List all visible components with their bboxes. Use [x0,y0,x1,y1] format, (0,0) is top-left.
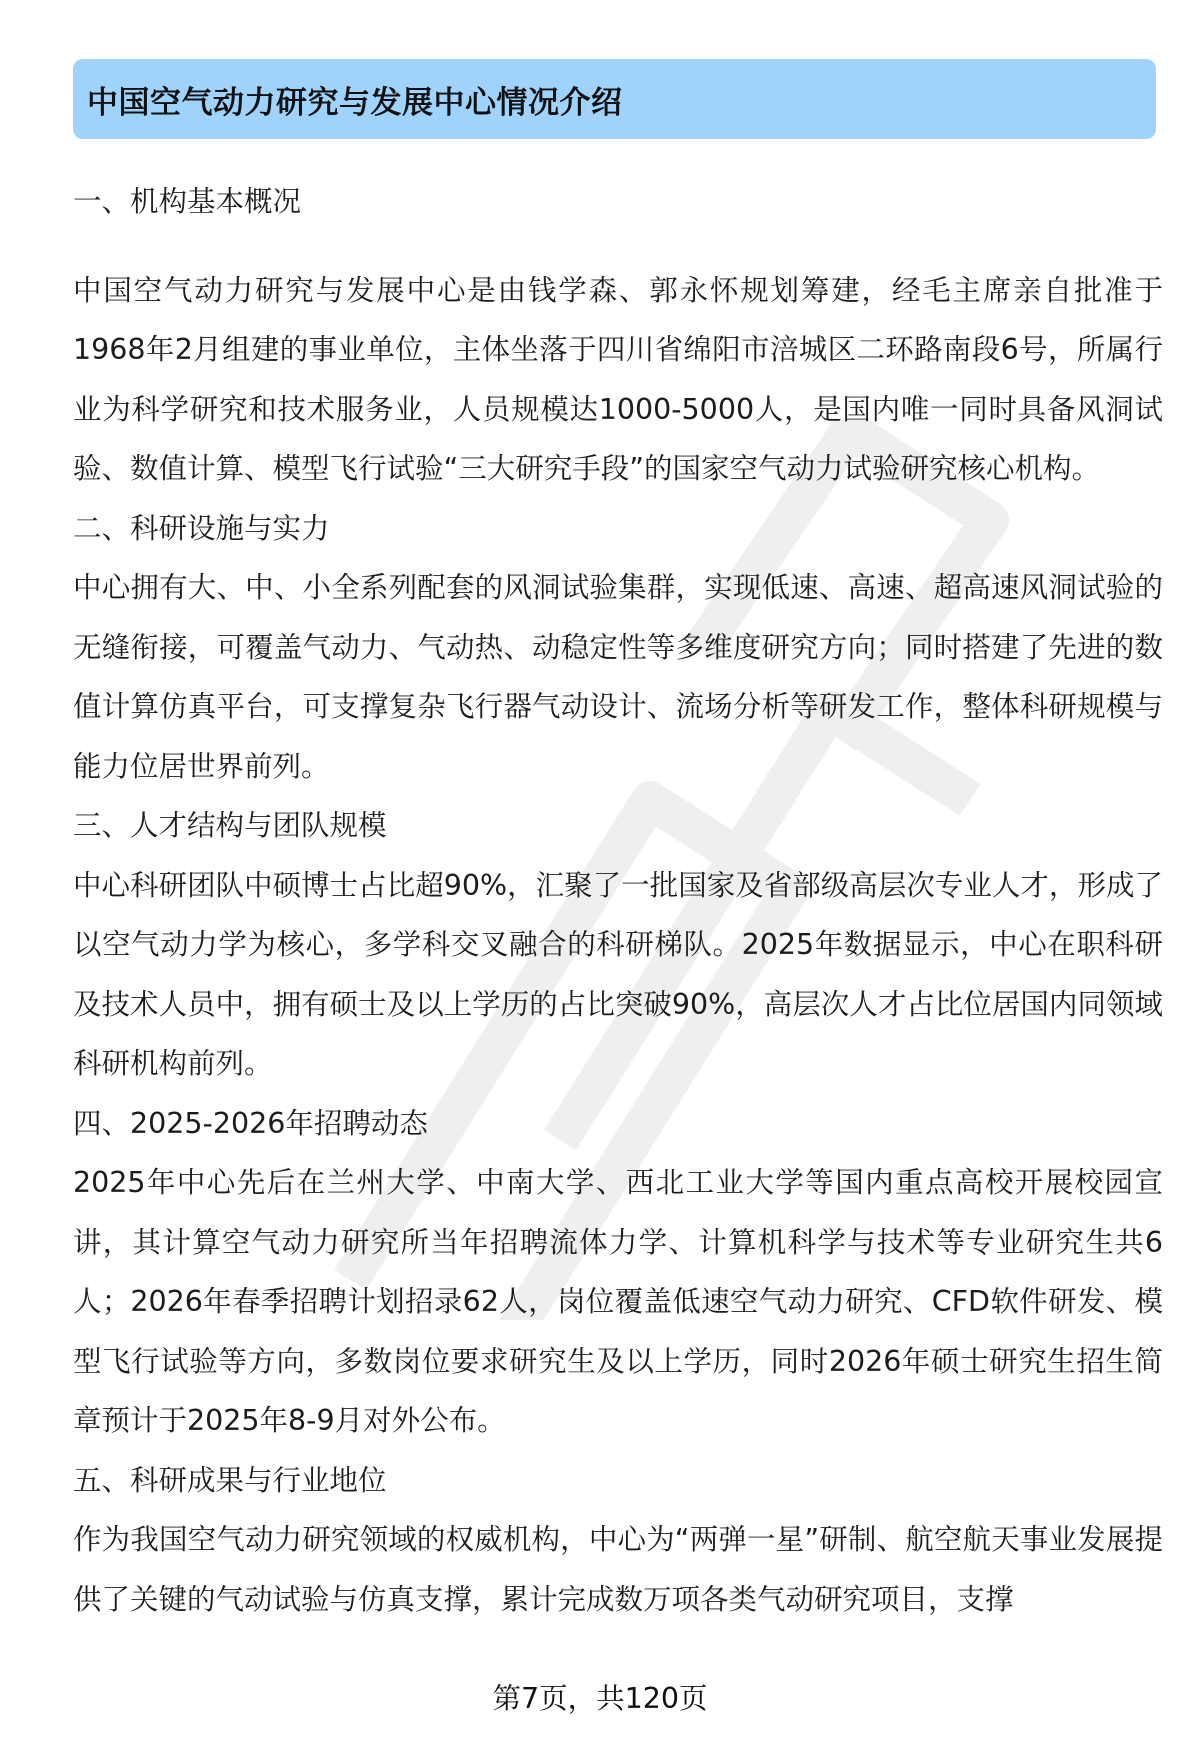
section-body-4: 2025年中心先后在兰州大学、中南大学、西北工业大学等国内重点高校开展校园宣讲，其计算空气动力研究所当年招聘流体力学、计算机科学与技术等专业研究生共6人；2026年春季招聘计划招录62人，岗位覆盖低速空气动力研究、CFD软件研发、模型飞行试验等方向，多数岗位要求研究生及以上学历，同时2026年硕士研究生招生简章预计于2025年8-9月对外公布。 [73,1166,1163,1437]
section-heading-5: 五、科研成果与行业地位 [73,1463,387,1497]
section-heading-3: 三、人才结构与团队规模 [73,809,387,842]
document-body [73,172,1163,1629]
section-body-1: 中国空气动力研究与发展中心是由钱学森、郭永怀规划筹建，经毛主席亲自批准于1968年2月组建的事业单位，主体坐落于四川省绵阳市涪城区二环路南段6号，所属行业为科学研究和技术服务业，人员规模达1000-5000人，是国内唯一同时具备风洞试验、数值计算、模型飞行试验“三大研究手段”的国家空气动力试验研究核心机构。 [73,273,1163,485]
section-heading-4: 四、2025-2026年招聘动态 [73,1106,428,1140]
section-heading-1: 一、机构基本概况 [73,185,302,218]
section-body-5: 作为我国空气动力研究领域的权威机构，中心为“两弹一星”研制、航空航天事业发展提供了关键的气动试验与仿真支撑，累计完成数万项各类气动研究项目，支撑 [73,1523,1163,1616]
page-number-footer: 第7页，共120页 [0,1681,1200,1717]
section-heading-2: 二、科研设施与实力 [73,511,330,545]
section-body-3: 中心科研团队中硕博士占比超90%，汇聚了一批国家及省部级高层次专业人才，形成了以空气动力学为核心，多学科交叉融合的科研梯队。2025年数据显示，中心在职科研及技术人员中，拥有硕士及以上学历的占比突破90%，高层次人才占比位居国内同领域科研机构前列。 [73,868,1163,1080]
title-banner [73,59,1156,139]
section-body-2: 中心拥有大、中、小全系列配套的风洞试验集群，实现低速、高速、超高速风洞试验的无缝衔接，可覆盖气动力、气动热、动稳定性等多维度研究方向；同时搭建了先进的数值计算仿真平台，可支撑复杂飞行器气动设计、流场分析等研发工作，整体科研规模与能力位居世界前列。 [73,571,1163,783]
document-title: 中国空气动力研究与发展中心情况介绍 [87,84,623,121]
